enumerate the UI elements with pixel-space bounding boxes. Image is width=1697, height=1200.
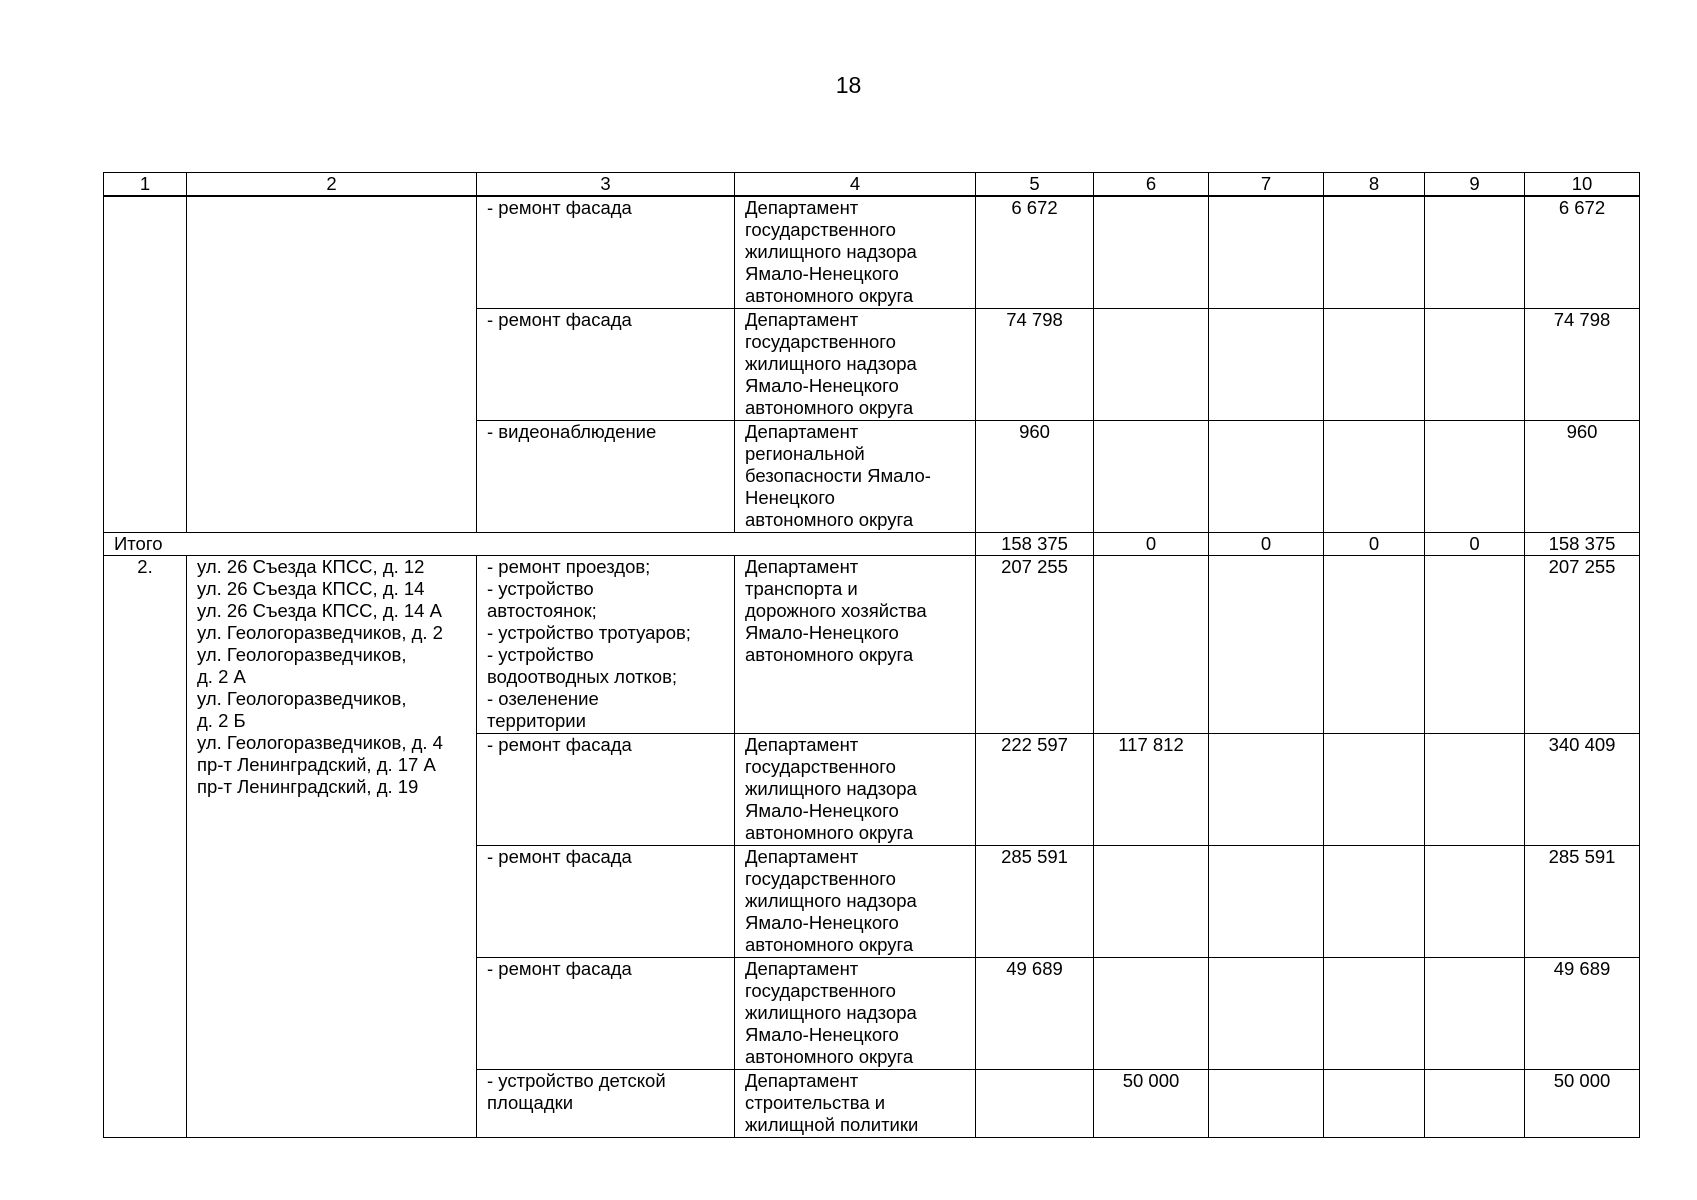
column-header: 5: [976, 173, 1094, 197]
amount-cell: [1425, 845, 1525, 957]
amount-cell: [1209, 196, 1324, 308]
total-amount-cell: 285 591: [1525, 845, 1640, 957]
amount-cell: [1425, 555, 1525, 733]
column-header: 3: [477, 173, 735, 197]
amount-cell: 117 812: [1094, 733, 1209, 845]
column-header: 9: [1425, 173, 1525, 197]
department-cell: Департамент региональной безопасности Ямало- Ненецкого автономного округа: [735, 420, 976, 532]
amount-cell: 222 597: [976, 733, 1094, 845]
budget-table: [103, 172, 1640, 1138]
amount-cell: [1209, 957, 1324, 1069]
address-cell: [187, 196, 477, 532]
department-cell: Департамент государственного жилищного надзора Ямало-Ненецкого автономного округа: [735, 845, 976, 957]
table-row: [104, 196, 1640, 308]
department-cell: Департамент государственного жилищного надзора Ямало-Ненецкого автономного округа: [735, 308, 976, 420]
amount-cell: [1209, 1069, 1324, 1137]
amount-cell: 960: [976, 420, 1094, 532]
amount-cell: [976, 1069, 1094, 1137]
total-amount-cell: 0: [1094, 532, 1209, 555]
table-row: [104, 555, 1640, 733]
amount-cell: [1324, 957, 1425, 1069]
total-amount-cell: 50 000: [1525, 1069, 1640, 1137]
total-amount-cell: 158 375: [1525, 532, 1640, 555]
department-cell: Департамент государственного жилищного надзора Ямало-Ненецкого автономного округа: [735, 733, 976, 845]
total-amount-cell: 6 672: [1525, 196, 1640, 308]
amount-cell: 6 672: [976, 196, 1094, 308]
amount-cell: 207 255: [976, 555, 1094, 733]
column-header: 6: [1094, 173, 1209, 197]
department-cell: Департамент строительства и жилищной политики: [735, 1069, 976, 1137]
amount-cell: [1209, 420, 1324, 532]
amount-cell: [1094, 420, 1209, 532]
work-type-cell: - ремонт проездов; - устройство автостоянок; - устройство тротуаров; - устройство водоотводных лотков; - озеленение территории: [477, 555, 735, 733]
amount-cell: 74 798: [976, 308, 1094, 420]
total-label: Итого: [104, 532, 976, 555]
total-amount-cell: 49 689: [1525, 957, 1640, 1069]
amount-cell: 285 591: [976, 845, 1094, 957]
amount-cell: [1094, 957, 1209, 1069]
amount-cell: [1425, 308, 1525, 420]
amount-cell: [1209, 845, 1324, 957]
work-type-cell: - устройство детской площадки: [477, 1069, 735, 1137]
page-number: 18: [835, 72, 862, 98]
item-number-cell: 2.: [104, 555, 187, 1137]
address-cell: ул. 26 Съезда КПСС, д. 12 ул. 26 Съезда КПСС, д. 14 ул. 26 Съезда КПСС, д. 14 А ул. Геологоразведчиков, д. 2 ул. Геологоразведчиков, д. 2 А ул. Геологоразведчиков, д. 2 Б ул. Геологоразведчиков, д. 4 пр-т Ленинградский, д. 17 А пр-т Ленинградский, д. 19: [187, 555, 477, 1137]
amount-cell: [1094, 196, 1209, 308]
amount-cell: [1324, 420, 1425, 532]
work-type-cell: - ремонт фасада: [477, 196, 735, 308]
amount-cell: [1209, 555, 1324, 733]
amount-cell: [1209, 308, 1324, 420]
total-amount-cell: 0: [1209, 532, 1324, 555]
department-cell: Департамент государственного жилищного надзора Ямало-Ненецкого автономного округа: [735, 196, 976, 308]
column-header: 4: [735, 173, 976, 197]
amount-cell: [1094, 845, 1209, 957]
amount-cell: 49 689: [976, 957, 1094, 1069]
work-type-cell: - ремонт фасада: [477, 733, 735, 845]
amount-cell: [1324, 555, 1425, 733]
total-amount-cell: 0: [1324, 532, 1425, 555]
department-cell: Департамент транспорта и дорожного хозяйства Ямало-Ненецкого автономного округа: [735, 555, 976, 733]
total-amount-cell: 158 375: [976, 532, 1094, 555]
total-amount-cell: 0: [1425, 532, 1525, 555]
amount-cell: [1324, 308, 1425, 420]
column-header: 8: [1324, 173, 1425, 197]
total-amount-cell: 207 255: [1525, 555, 1640, 733]
amount-cell: [1094, 555, 1209, 733]
amount-cell: [1425, 1069, 1525, 1137]
item-number-cell: [104, 196, 187, 532]
column-header: 10: [1525, 173, 1640, 197]
amount-cell: [1094, 308, 1209, 420]
department-cell: Департамент государственного жилищного надзора Ямало-Ненецкого автономного округа: [735, 957, 976, 1069]
total-amount-cell: 340 409: [1525, 733, 1640, 845]
work-type-cell: - ремонт фасада: [477, 308, 735, 420]
amount-cell: [1324, 845, 1425, 957]
amount-cell: [1425, 957, 1525, 1069]
amount-cell: 50 000: [1094, 1069, 1209, 1137]
work-type-cell: - ремонт фасада: [477, 957, 735, 1069]
amount-cell: [1425, 733, 1525, 845]
column-header: 2: [187, 173, 477, 197]
amount-cell: [1209, 733, 1324, 845]
amount-cell: [1324, 733, 1425, 845]
amount-cell: [1324, 1069, 1425, 1137]
amount-cell: [1425, 196, 1525, 308]
total-amount-cell: 74 798: [1525, 308, 1640, 420]
amount-cell: [1425, 420, 1525, 532]
amount-cell: [1324, 196, 1425, 308]
column-number-header: [104, 173, 1640, 197]
work-type-cell: - видеонаблюдение: [477, 420, 735, 532]
total-amount-cell: 960: [1525, 420, 1640, 532]
column-header: 1: [104, 173, 187, 197]
total-row: [104, 532, 1640, 555]
work-type-cell: - ремонт фасада: [477, 845, 735, 957]
column-header: 7: [1209, 173, 1324, 197]
